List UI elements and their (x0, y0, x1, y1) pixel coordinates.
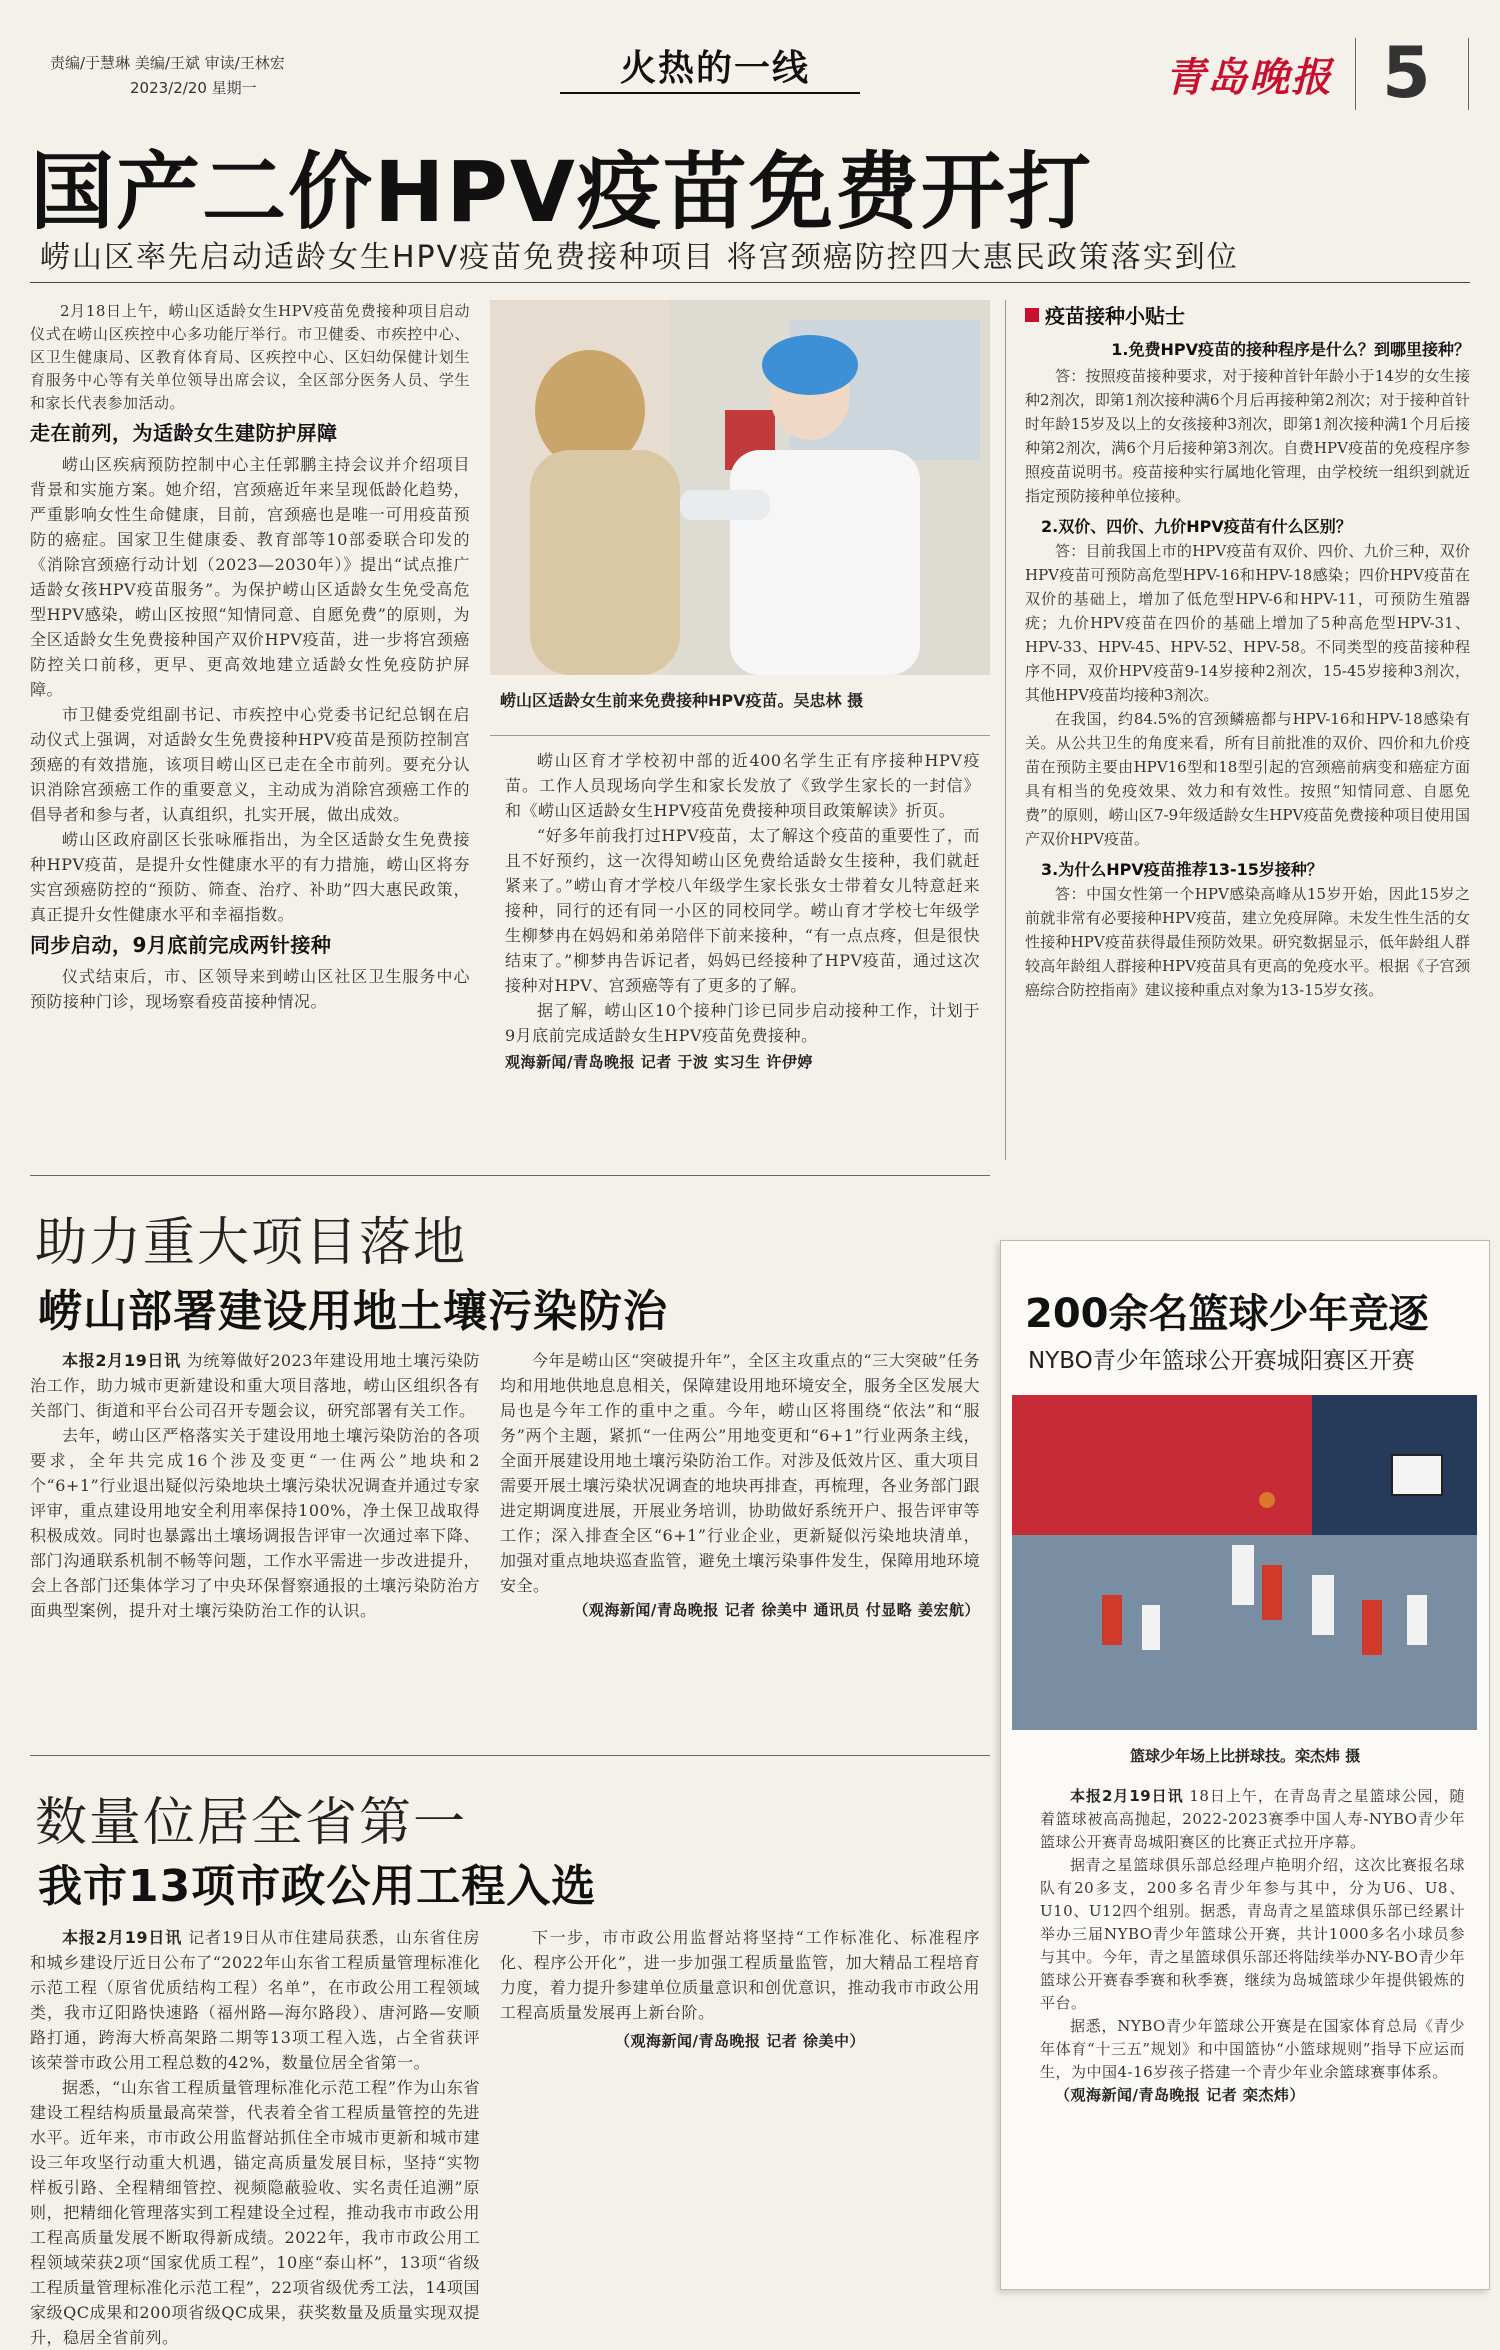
lead-paragraph: 崂山区政府副区长张咏雁指出，为全区适龄女生免费接种HPV疫苗，是提升女性健康水平的有力措施，崂山区将夯实宫颈癌防控的“预防、筛查、治疗、补助”四大惠民政策，真正提升女性健康水平和幸福指数。 (30, 830, 470, 924)
column-divider (1005, 300, 1006, 1160)
soil-paragraph (30, 1348, 480, 1423)
tips-marker-icon (1025, 308, 1039, 322)
lead-headline: 国产二价HPV疫苗免费开打 (30, 143, 1093, 241)
basketball-photo-art (1012, 1395, 1477, 1730)
soil-paragraph: 今年是崂山区“突破提升年”，全区主攻重点的“三大突破”任务均和用地供地息息相关，保障建设用地环境安全，服务全区发展大局也是今年工作的重中之重。今年，崂山区将围绕“依法”和“服务”两个主题，紧抓“一住两公”用地变更和“6+1”行业两条主线，全面开展建设用地土壤污染防治工作。对涉及低效片区、重大项目需要开展土壤污染状况调查的地块再排查，再梳理，各业务部门跟进定期调度进展，开展业务培训，协助做好系统开户、报告评审等工作；深入排查全区“6+1”行业企业，更新疑似污染地块清单，加强对重点地块巡查监管，避免土壤污染事件发生，保障用地环境安全。 (500, 1351, 980, 1595)
lead-intro: 2月18日上午，崂山区适龄女生HPV疫苗免费接种项目启动仪式在崂山区疾控中心多功能厅举行。市卫健委、市疾控中心、区卫生健康局、区教育体育局、区疾控中心、区妇幼保健计划生育服务中心等有关单位领导出席会议，全区部分医务人员、学生和家长代表参加活动。 (30, 302, 470, 412)
basketball-photo (1012, 1395, 1477, 1730)
tips-question: 3.为什么HPV疫苗推荐13-15岁接种？ (1041, 860, 1323, 879)
tips-answer: 在我国，约84.5%的宫颈鳞癌都与HPV-16和HPV-18感染有关。从公共卫生的角度来看，所有目前批准的双价、四价和九价疫苗在预防主要由HPV16型和18型引起的宫颈癌前病变和癌症方面具有相当的免疫效果、效力和有效性。按照“知情同意、自愿免费”的原则，崂山区7-9年级适龄女生HPV疫苗免费接种项目使用国产双价HPV疫苗。 (1025, 710, 1470, 848)
masthead-right-edge (1468, 38, 1469, 110)
lead-paragraph: 市卫健委党组副书记、市疾控中心党委书记纪总钢在启动仪式上强调，对适龄女生免费接种HPV疫苗是预防控制宫颈癌的有效措施，该项目崂山区已走在全市前列。要充分认识消除宫颈癌工作的重要意义，主动成为消除宫颈癌工作的倡导者和参与者，认真组织，扎实开展，做出成效。 (30, 705, 470, 824)
municipal-paragraph: 下一步，市市政公用监督站将坚持“工作标准化、标准程序化、程序公开化”，进一步加强工程质量监管，加大精品工程培育力度，着力提升参建单位质量意识和创优意识，推动我市市政公用工程高质量发展再上新台阶。 (500, 1928, 980, 2022)
section-rule (30, 1175, 990, 1176)
page-number: 5 (1382, 32, 1431, 114)
paper-name: 青岛晚报 (1165, 54, 1333, 101)
basketball-subheadline: NYBO青少年篮球公开赛城阳赛区开赛 (1028, 1348, 1415, 1374)
municipal-lead-text: 记者19日从市住建局获悉，山东省住房和城乡建设厅近日公布了“2022年山东省工程质量管理标准化示范工程（原省优质结构工程）名单”，在市政公用工程领域类，我市辽阳路快速路（福州路—海尔路段）、唐河路—安顺路打通，跨海大桥高架路二期等13项工程入选，占全省获评该荣誉市政公用工程总数的42%，数量位居全省第一。 (30, 1928, 480, 2072)
soil-dateline: 本报2月19日讯 (62, 1351, 181, 1370)
soil-kicker: 助力重大项目落地 (35, 1213, 468, 1273)
tips-title: 疫苗接种小贴士 (1045, 304, 1185, 328)
lead-paragraph: 崂山区育才学校初中部的近400名学生正有序接种HPV疫苗。工作人员现场向学生和家长发放了《致学生家长的一封信》和《崂山区适龄女生HPV疫苗免费接种项目政策解读》折页。 (505, 751, 980, 820)
masthead-underline (560, 92, 860, 94)
basketball-paragraph: 据悉，NYBO青少年篮球公开赛是在国家体育总局《青少年体育“十三五”规划》和中国篮协“小篮球规则”指导下应运而生，为中国4-16岁孩子搭建一个青少年业余篮球赛事体系。 (1040, 2017, 1465, 2081)
soil-lead-text: 为统筹做好2023年建设用地土壤污染防治工作，助力城市更新建设和重大项目落地，崂山区组织各有关部门、街道和平台公司召开专题会议，研究部署有关工作。 (30, 1351, 480, 1420)
tips-answer: 答：中国女性第一个HPV感染高峰从15岁开始，因此15岁之前就非常有必要接种HPV疫苗，建立免疫屏障。未发生性生活的女性接种HPV疫苗获得最佳预防效果。研究数据显示，低年龄组人群较高年龄组人群接种HPV疫苗具有更高的免疫水平。根据《子宫颈癌综合防控指南》建议接种重点对象为13-15岁女孩。 (1025, 885, 1470, 999)
section-rule (30, 1755, 990, 1756)
basketball-dateline: 本报2月19日讯 (1070, 1787, 1184, 1805)
soil-headline: 崂山部署建设用地土壤污染防治 (38, 1286, 668, 1337)
municipal-byline: （观海新闻/青岛晚报 记者 徐美中） (615, 2032, 865, 2050)
lead-paragraph: 仪式结束后，市、区领导来到崂山区社区卫生服务中心预防接种门诊，现场察看疫苗接种情况。 (30, 967, 470, 1011)
basketball-paragraph: 据青之星篮球俱乐部总经理卢艳明介绍，这次比赛报名球队有20多支，200多名青少年参与其中，分为U6、U8、U10、U12四个组别。据悉，青岛青之星篮球俱乐部已经累计举办三届NYBO青少年篮球公开赛，共计1000多名小球员参与其中。今年，青之星篮球俱乐部还将陆续举办NY-BO青少年篮球公开赛春季赛和秋季赛，继续为岛城篮球少年提供锻炼的平台。 (1040, 1856, 1465, 2012)
masthead-divider (1355, 38, 1356, 110)
lead-section1-title: 走在前列，为适龄女生建防护屏障 (30, 421, 338, 445)
municipal-kicker: 数量位居全省第一 (35, 1793, 468, 1853)
tips-question: 1.免费HPV疫苗的接种程序是什么？到哪里接种？ (1111, 340, 1470, 359)
basketball-byline: （观海新闻/青岛晚报 记者 栾杰炜） (1055, 2086, 1305, 2104)
municipal-column-2 (500, 1925, 980, 2054)
masthead-date: 2023/2/20 星期一 (130, 79, 257, 97)
soil-paragraph: 去年，崂山区严格落实关于建设用地土壤污染防治的各项要求，全年共完成16个涉及变更“一住两公”地块和2个“6+1”行业退出疑似污染地块土壤污染状况调查并通过专家评审，重点建设用地安全利用率保持100%，净土保卫战取得积极成效。同时也暴露出土壤场调报告评审一次通过率下降、部门沟通联系机制不畅等问题，工作水平需进一步改进提升，会上各部门还集体学习了中央环保督察通报的土壤污染防治方面典型案例，提升对土壤污染防治工作的认识。 (30, 1426, 480, 1620)
lead-paragraph: 崂山区疾病预防控制中心主任郭鹏主持会议并介绍项目背景和实施方案。她介绍，宫颈癌近年来呈现低龄化趋势，严重影响女性生命健康，目前，宫颈癌也是唯一可用疫苗预防的癌症。国家卫生健康委、教育部等10部委联合印发的《消除宫颈癌行动计划（2023—2030年）》提出“试点推广适龄女孩HPV疫苗服务”。为保护崂山区适龄女生免受高危型HPV感染，崂山区按照“知情同意、自愿免费”的原则，为全区适龄女生免费接种国产双价HPV疫苗，进一步将宫颈癌防控关口前移，更早、更高效地建立适龄女性免疫防护屏障。 (30, 455, 470, 699)
lead-section2-title: 同步启动，9月底前完成两针接种 (30, 933, 332, 957)
tips-box (1025, 300, 1470, 1002)
tips-answer: 答：目前我国上市的HPV疫苗有双价、四价、九价三种，双价HPV疫苗可预防高危型HPV-16和HPV-18感染；四价HPV疫苗在双价的基础上，增加了低危型HPV-6和HPV-11，可预防生殖器疣；九价HPV疫苗在四价的基础上增加了5种高危型HPV-31、HPV-33、HPV-45、HPV-52、HPV-58。不同类型的疫苗接种程序不同，双价HPV疫苗9-14岁接种2剂次，15-45岁接种3剂次，其他HPV疫苗均接种3剂次。 (1025, 542, 1470, 704)
lead-paragraph: “好多年前我打过HPV疫苗，太了解这个疫苗的重要性了，而且不好预约，这一次得知崂山区免费给适龄女生接种，我们就赶紧来了。”崂山育才学校八年级学生家长张女士带着女儿特意赶来接种，同行的还有同一小区的同校同学。崂山育才学校七年级学生柳梦冉在妈妈和弟弟陪伴下前来接种，“有一点点疼，但是很快结束了。”柳梦冉告诉记者，妈妈已经接种了HPV疫苗，通过这次接种对HPV、宫颈癌等有了更多的了解。 (505, 826, 980, 995)
section-title: 火热的一线 (620, 47, 811, 89)
masthead-editors: 责编/于慧琳 美编/王斌 审读/王林宏 (50, 54, 285, 72)
tips-question: 2.双价、四价、九价HPV疫苗有什么区别？ (1041, 517, 1352, 536)
headline-rule (30, 282, 1470, 283)
photo-caption-rule (490, 735, 990, 736)
municipal-paragraph: 据悉，“山东省工程质量管理标准化示范工程”作为山东省建设工程结构质量最高荣誉，代表着全省工程质量管控的先进水平。近年来，市市政公用监督站抓住全市城市更新和城市建设三年攻坚行动重大机遇，锚定高质量发展目标，坚持“实物样板引路、全程精细管控、视频隐蔽验收、实名责任追溯”原则，把精细化管理落实到工程建设全过程，推动我市市政公用工程高质量发展不断取得新成绩。2022年，我市市政公用工程领域荣获2项“国家优质工程”，10座“泰山杯”，13项“省级工程质量管理标准化示范工程”，22项省级优秀工法，14项国家级QC成果和200项省级QC成果，获奖数量及质量实现双提升，稳居全省前列。 (30, 2078, 480, 2347)
soil-byline: （观海新闻/青岛晚报 记者 徐美中 通讯员 付显略 姜宏航） (573, 1601, 980, 1619)
lead-column-1 (30, 300, 470, 1014)
soil-column-2 (500, 1348, 980, 1623)
basketball-headline: 200余名篮球少年竞逐 (1025, 1291, 1429, 1337)
lead-paragraph: 据了解，崂山区10个接种门诊已同步启动接种工作，计划于9月底前完成适龄女生HPV疫苗免费接种。 (505, 1001, 980, 1045)
municipal-dateline: 本报2月19日讯 (62, 1928, 183, 1947)
basketball-text (1040, 1785, 1465, 2107)
soil-column-1 (30, 1348, 480, 1623)
municipal-paragraph (30, 1925, 480, 2075)
municipal-column-1 (30, 1925, 480, 2347)
basketball-paragraph (1040, 1785, 1465, 1854)
vaccination-photo-caption: 崂山区适龄女生前来免费接种HPV疫苗。吴忠林 摄 (500, 691, 864, 710)
tips-answer: 答：按照疫苗接种要求，对于接种首针年龄小于14岁的女生接种2剂次，即第1剂次接种满6个月后再接种第2剂次；对于接种首针时年龄15岁及以上的女孩接种3剂次，即第1剂次接种满1个月后接种第2剂次，满6个月后接种第3剂次。自费HPV疫苗的免疫程序参照疫苗说明书。疫苗接种实行属地化管理，由学校统一组织到就近指定预防接种单位接种。 (1025, 367, 1470, 505)
vaccination-photo-art (490, 300, 990, 675)
basketball-lead-text: 18日上午，在青岛青之星篮球公园，随着篮球被高高抛起，2022-2023赛季中国人寿-NYBO青少年篮球公开赛青岛城阳赛区的比赛正式拉开序幕。 (1040, 1787, 1466, 1851)
lead-column-2 (505, 748, 980, 1075)
vaccination-photo (490, 300, 990, 675)
lead-subheadline: 崂山区率先启动适龄女生HPV疫苗免费接种项目 将宫颈癌防控四大惠民政策落实到位 (40, 240, 1239, 275)
basketball-photo-caption: 篮球少年场上比拼球技。栾杰炜 摄 (1130, 1747, 1361, 1765)
municipal-headline: 我市13项市政公用工程入选 (38, 1861, 597, 1912)
lead-byline: 观海新闻/青岛晚报 记者 于波 实习生 许伊婷 (505, 1053, 813, 1071)
